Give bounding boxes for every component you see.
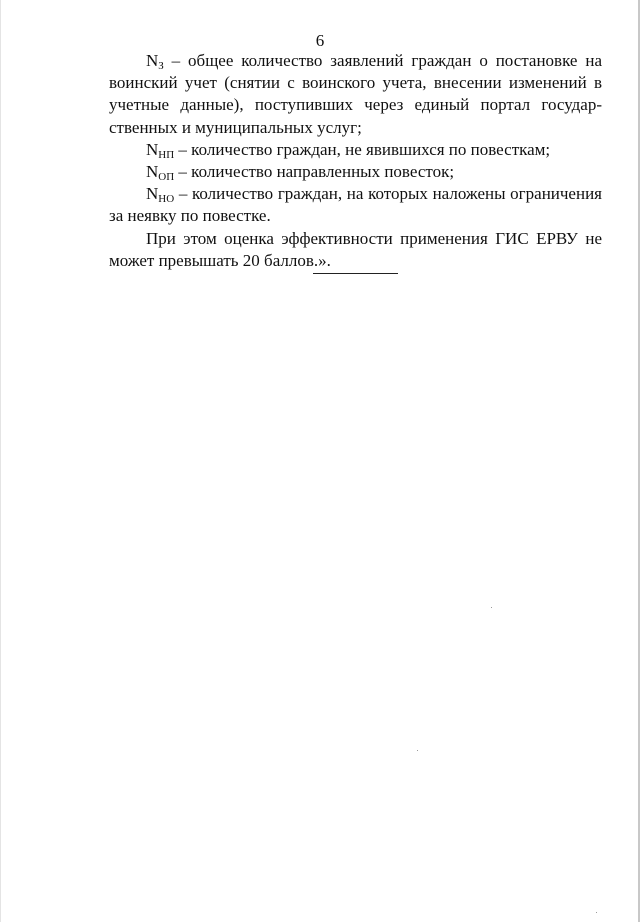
variable-n-op bbox=[146, 162, 175, 184]
page-number: 6 bbox=[315, 31, 325, 50]
variable-subscript: ОП bbox=[158, 171, 175, 184]
paragraph-text: – количество направленных повесток; bbox=[174, 162, 455, 182]
paragraph-text: – количество граждан, не явившихся по повесткам; bbox=[174, 139, 551, 159]
variable-symbol: N bbox=[146, 184, 159, 204]
scan-speck bbox=[491, 607, 492, 608]
variable-symbol: N bbox=[146, 51, 159, 70]
paragraph-n-z bbox=[109, 50, 602, 139]
variable-subscript: З bbox=[158, 60, 164, 72]
paragraph-closing bbox=[109, 228, 602, 272]
variable-n-np bbox=[146, 140, 174, 159]
variable-n-no bbox=[146, 184, 175, 206]
paragraph-n-op bbox=[109, 161, 602, 183]
paragraph-text: При этом оценка эффективности применения ГИС ЕРВУ не может превышать 20 баллов.». bbox=[109, 228, 602, 270]
variable-n-z bbox=[146, 51, 164, 70]
paragraph-text: – общее количество заявлений граждан о постановке на воинский учет (снятии с воинского учета, внесении изменений в учетные данные), поступивших через единый портал государственных и муниципальных услуг; bbox=[109, 51, 602, 137]
body-text bbox=[109, 50, 602, 272]
end-of-text-rule bbox=[313, 273, 398, 274]
scan-speck bbox=[596, 912, 597, 913]
scan-edge-left bbox=[0, 0, 1, 922]
variable-subscript: НО bbox=[158, 193, 175, 206]
variable-symbol: N bbox=[146, 139, 159, 159]
variable-symbol: N bbox=[146, 162, 159, 182]
scan-speck bbox=[417, 750, 418, 751]
paragraph-text: – количество граждан, на которых наложены ограничения за неявку по повестке. bbox=[109, 184, 602, 226]
paragraph-n-np bbox=[109, 139, 602, 161]
paragraph-n-no bbox=[109, 183, 602, 227]
variable-subscript: НП bbox=[158, 148, 175, 161]
